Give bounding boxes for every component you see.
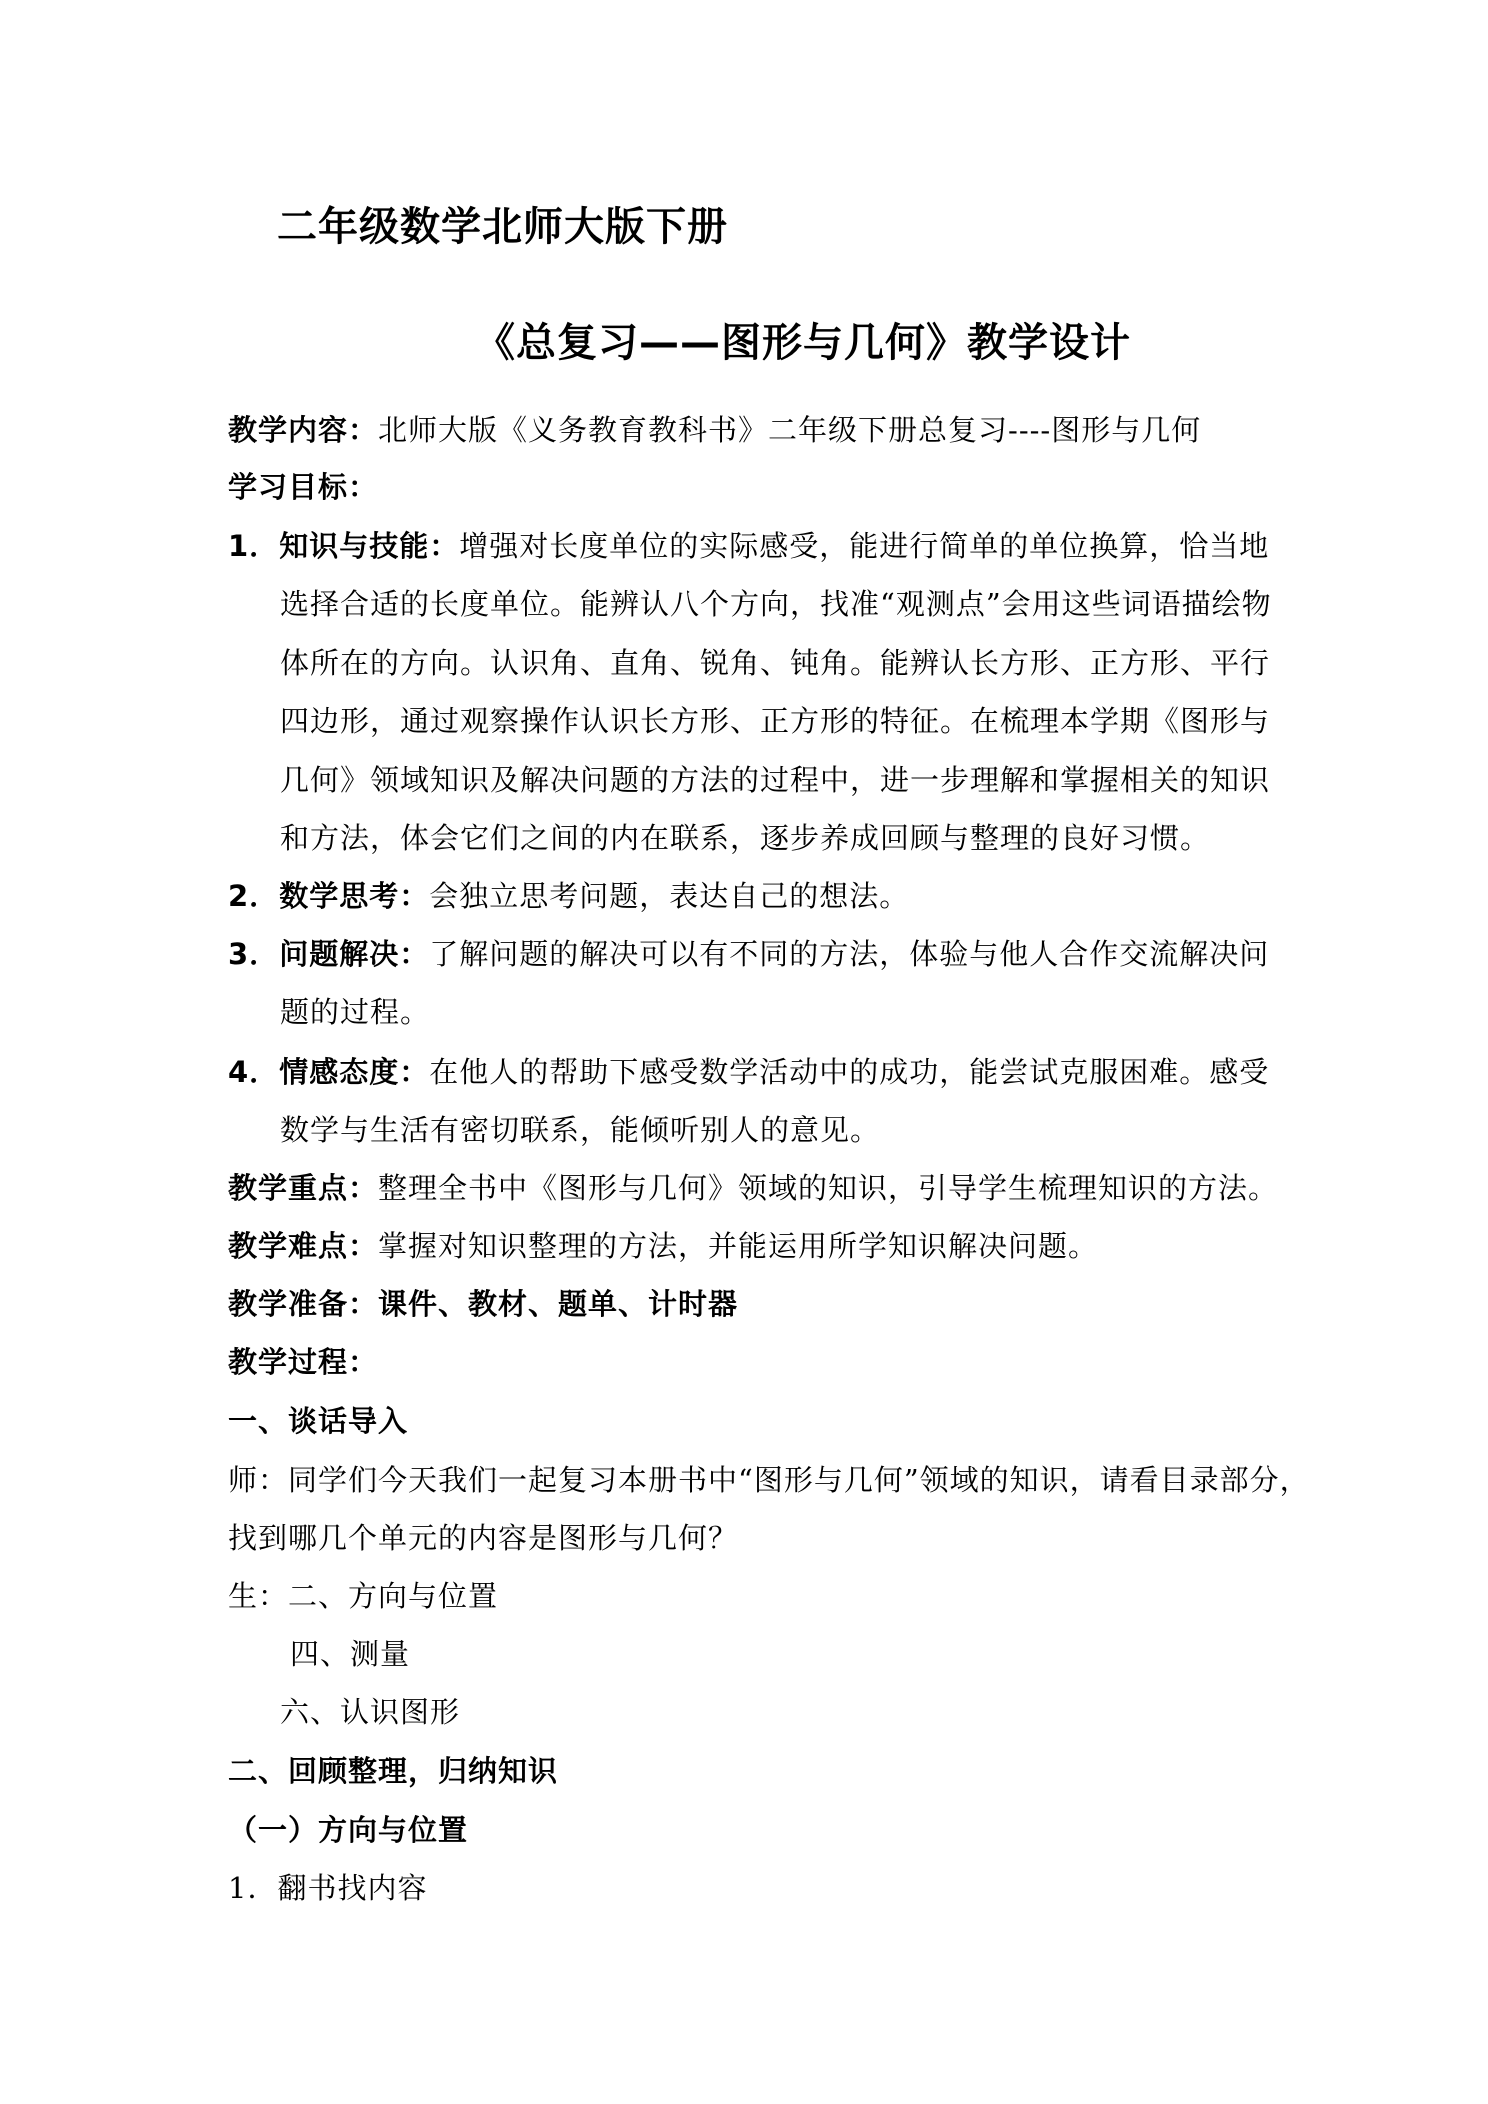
prep-line xyxy=(228,1284,738,1324)
difficulty-line xyxy=(228,1226,1098,1266)
goal1-text-1: 增强对长度单位的实际感受，能进行简单的单位换算，恰当地 xyxy=(459,529,1270,563)
goal1-line-5: 几何》领域知识及解决问题的方法的过程中，进一步理解和掌握相关的知识 xyxy=(280,763,1271,797)
process-label: 教学过程： xyxy=(228,1345,379,1379)
goal1-line-4: 四边形，通过观察操作认识长方形、正方形的特征。在梳理本学期《图形与 xyxy=(280,704,1271,738)
goal4-text-1: 在他人的帮助下感受数学活动中的成功，能尝试克服困难。感受 xyxy=(429,1055,1270,1089)
goal1-line-2: 选择合适的长度单位。能辨认八个方向，找准“观测点”会用这些词语描绘物 xyxy=(280,587,1272,621)
difficulty-text: 掌握对知识整理的方法，并能运用所学知识解决问题。 xyxy=(378,1229,1099,1263)
document-title-grade: 二年级数学北师大版下册 xyxy=(277,204,728,250)
goal3-label: 问题解决： xyxy=(279,937,430,971)
goal4-label: 情感态度： xyxy=(279,1055,430,1089)
goal3-line-2: 题的过程。 xyxy=(280,995,431,1029)
goal4-number: 4． xyxy=(228,1055,280,1089)
key-point-text: 整理全书中《图形与几何》领域的知识，引导学生梳理知识的方法。 xyxy=(378,1171,1279,1205)
key-point-line xyxy=(228,1168,1278,1208)
item-1-line: 1．翻书找内容 xyxy=(228,1871,428,1905)
goal1-label: 知识与技能： xyxy=(279,529,460,563)
goal3-text-1: 了解问题的解决可以有不同的方法，体验与他人合作交流解决问 xyxy=(429,937,1270,971)
goal3-number: 3． xyxy=(228,937,280,971)
teacher-line-2: 找到哪几个单元的内容是图形与几何？ xyxy=(228,1521,739,1555)
subsection-1-heading: （一）方向与位置 xyxy=(228,1813,469,1847)
content-label: 教学内容： xyxy=(228,413,379,447)
section-2-heading: 二、回顾整理，归纳知识 xyxy=(228,1754,559,1788)
goal2-text: 会独立思考问题，表达自己的想法。 xyxy=(429,879,910,913)
content-text: 北师大版《义务教育教科书》二年级下册总复习----图形与几何 xyxy=(378,413,1202,447)
goals-label: 学习目标： xyxy=(228,470,379,504)
goal1-line-3: 体所在的方向。认识角、直角、锐角、钝角。能辨认长方形、正方形、平行 xyxy=(280,646,1271,680)
document-title-design: 《总复习——图形与几何》教学设计 xyxy=(475,320,1131,366)
teacher-line-1: 师：同学们今天我们一起复习本册书中“图形与几何”领域的知识，请看目录部分， xyxy=(228,1463,1310,1497)
goal4-line-2: 数学与生活有密切联系，能倾听别人的意见。 xyxy=(280,1113,881,1147)
goal2-label: 数学思考： xyxy=(279,879,430,913)
goal2-number: 2． xyxy=(228,879,280,913)
goal1-number: 1． xyxy=(228,529,280,563)
difficulty-label: 教学难点： xyxy=(228,1229,379,1263)
goal4-line-1 xyxy=(228,1052,1269,1092)
goal3-line-1 xyxy=(228,934,1269,974)
prep-label: 教学准备： xyxy=(228,1287,379,1321)
goal1-line-1 xyxy=(228,526,1269,566)
goal1-line-6: 和方法，体会它们之间的内在联系，逐步养成回顾与整理的良好习惯。 xyxy=(280,821,1211,855)
student-line-2: 四、测量 xyxy=(290,1637,411,1671)
key-point-label: 教学重点： xyxy=(228,1171,379,1205)
student-line-3: 六、认识图形 xyxy=(280,1695,461,1729)
student-line-1: 生：二、方向与位置 xyxy=(228,1579,499,1613)
prep-text: 课件、教材、题单、计时器 xyxy=(378,1287,739,1321)
content-line xyxy=(228,410,1201,450)
section-1-heading: 一、谈话导入 xyxy=(228,1404,409,1438)
goal2-line xyxy=(228,876,909,916)
